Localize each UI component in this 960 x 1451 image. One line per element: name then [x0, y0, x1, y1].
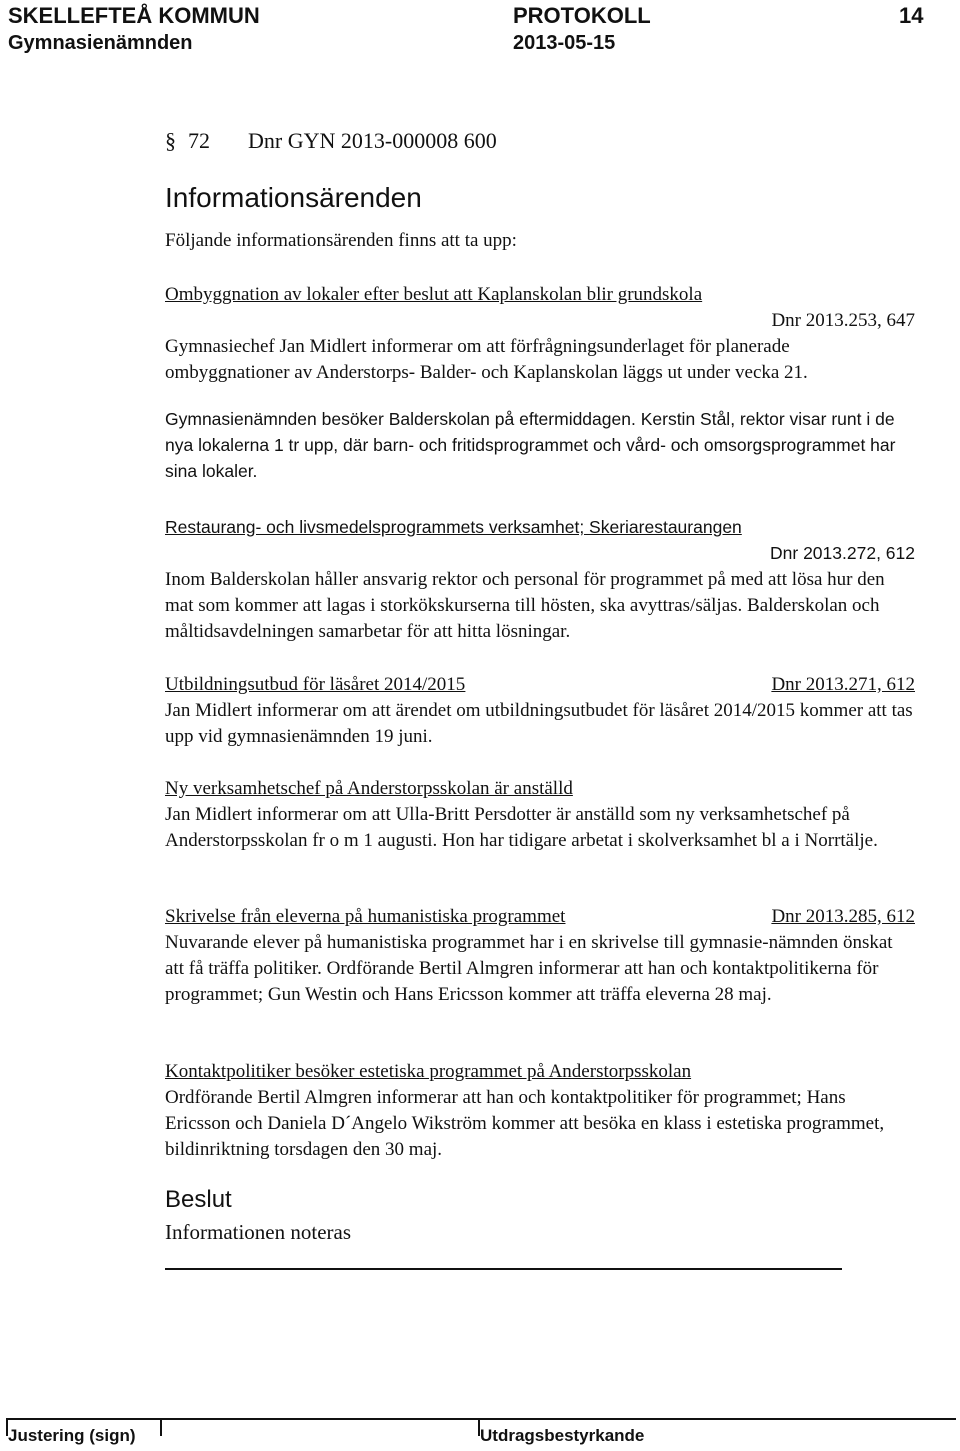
page-title: Informationsärenden: [165, 182, 422, 213]
item-heading: Ny verksamhetschef på Anderstorpsskolan är anställd: [165, 778, 573, 799]
page-number: 14: [899, 3, 924, 28]
item-skrivelse: [165, 904, 915, 1008]
section-symbol: §: [165, 128, 176, 153]
item-body: Jan Midlert informerar om att ärendet om utbildningsutbudet för läsåret 2014/2015 kommer att tas upp vid gymnasienämnden 19 juni.: [165, 700, 913, 747]
decision-title: Beslut: [165, 1186, 232, 1213]
paragraph-dnr: Dnr GYN 2013-000008 600: [248, 128, 497, 153]
item-body: Ordförande Bertil Almgren informerar att han och kontaktpolitiker för programmet; Hans Ericsson och Daniela D´Angelo Wikström kommer att besöka en klass i estetiska programmet, bildinriktning torsdagen den 30 maj.: [165, 1087, 885, 1160]
item-utbildningsutbud: [165, 672, 915, 750]
org-name: SKELLEFTEÅ KOMMUN: [8, 3, 260, 28]
footer-rule: [6, 1418, 956, 1420]
intro-text: Följande informationsärenden finns att ta upp:: [165, 230, 517, 251]
paragraph-number: 72: [188, 128, 210, 153]
paragraph-line: [165, 128, 497, 154]
committee-name: Gymnasienämnden: [8, 32, 193, 54]
item-heading: Restaurang- och livsmedelsprogrammets verksamhet; Skeriarestaurangen: [165, 517, 742, 537]
footer-justering: Justering (sign): [8, 1426, 136, 1445]
item-heading: Kontaktpolitiker besöker estetiska programmet på Anderstorpsskolan: [165, 1061, 692, 1082]
item-heading-row: [165, 672, 915, 698]
item-kontaktpolitiker: [165, 1059, 915, 1163]
visit-text: Kerstin Stål, rektor visar runt i de nya lokalerna 1 tr upp, där barn- och fritidsprogrammet och vård- och omsorgsprogrammet har sina lokaler.: [165, 409, 896, 481]
item-heading: Skrivelse från eleverna på humanistiska programmet: [165, 906, 566, 927]
item-verksamhetschef: [165, 776, 915, 854]
item-dnr: Dnr 2013.285, 612: [771, 906, 915, 927]
item-body-visit: [165, 406, 915, 484]
item-dnr: Dnr 2013.271, 612: [771, 674, 915, 695]
doc-type: PROTOKOLL: [513, 3, 651, 28]
signature-line: [165, 1268, 842, 1270]
item-dnr: Dnr 2013.272, 612: [770, 543, 915, 563]
visit-lead: Gymnasienämnden besöker Balderskolan på eftermiddagen.: [165, 409, 636, 429]
item-body: Nuvarande elever på humanistiska programmet har i en skrivelse till gymnasie-nämnden önskat att få träffa politiker. Ordförande Bertil Almgren informerar att han och kontaktpolitikerna för programmet; Gun Westin och Hans Ericsson kommer att träffa eleverna 28 maj.: [165, 932, 893, 1005]
item-restaurang: [165, 514, 915, 566]
item-kaplanskolan: [165, 282, 915, 484]
item-body: Gymnasiechef Jan Midlert informerar om att förfrågningsunderlaget för planerade ombyggnationer av Anderstorps- Balder- och Kaplanskolan läggs ut under vecka 21.: [165, 336, 808, 383]
item-restaurang-body: Inom Balderskolan håller ansvarig rektor och personal för programmet på med att lösa hur den mat som kommer att lagas i storkökskurserna till hösten, ska avyttras/säljas. Balderskolan och måltidsavdelningen samarbetar för att hitta lösningar.: [165, 569, 885, 642]
item-heading: Ombyggnation av lokaler efter beslut att Kaplanskolan blir grundskola: [165, 284, 703, 305]
doc-date: 2013-05-15: [513, 32, 616, 54]
decision-text: Informationen noteras: [165, 1220, 352, 1244]
item-heading-row: [165, 904, 915, 930]
footer-utdrag: Utdragsbestyrkande: [480, 1426, 645, 1445]
item-heading: Utbildningsutbud för läsåret 2014/2015: [165, 674, 466, 695]
item-body: Jan Midlert informerar om att Ulla-Britt Persdotter är anställd som ny verksamhetschef på Anderstorpsskolan fr o m 1 augusti. Hon har tidigare arbetat i skolverksamhet bl a i Norrtälje.: [165, 804, 878, 851]
item-dnr: Dnr 2013.253, 647: [771, 310, 915, 331]
footer-divider: [160, 1418, 162, 1436]
